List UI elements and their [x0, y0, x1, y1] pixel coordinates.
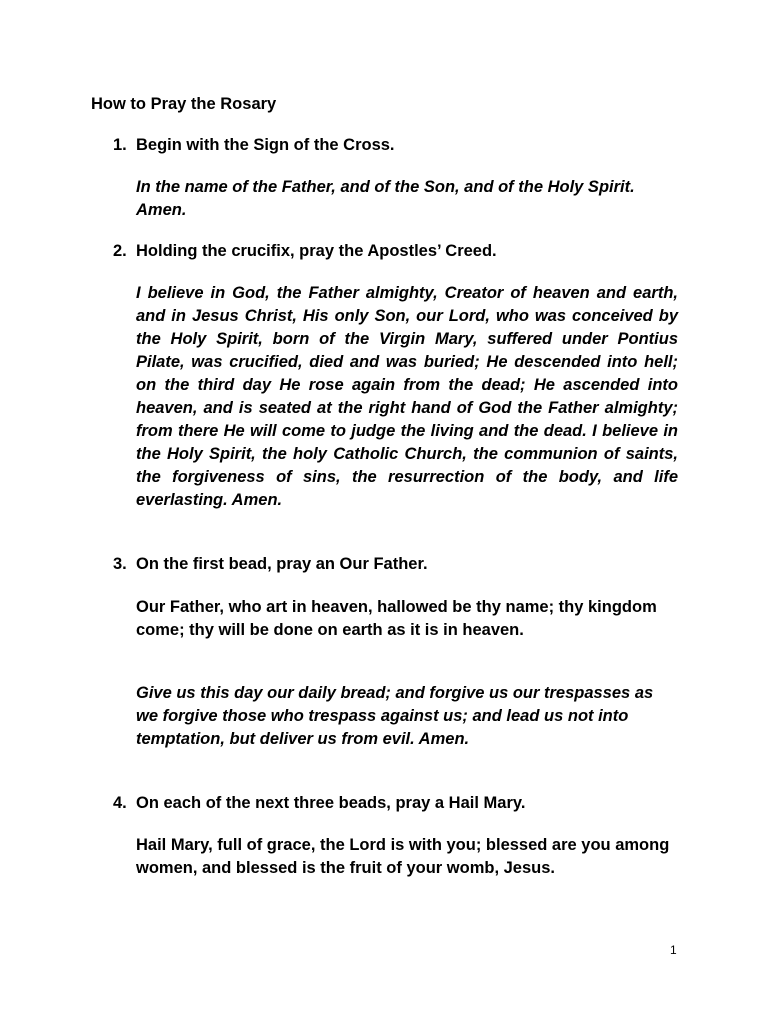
step-4-number: 4.	[113, 794, 127, 812]
step-1-heading	[113, 134, 395, 157]
page-number: 1	[670, 943, 677, 957]
step-1-number: 1.	[113, 136, 127, 154]
step-3-text: On the first bead, pray an Our Father.	[136, 555, 428, 573]
apostles-creed-prayer: I believe in God, the Father almighty, Creator of heaven and earth, and in Jesus Christ, His only Son, our Lord, who was conceived by the Holy Spirit, born of the Virgin Mary, suffered under Pontius Pilate, was crucified, died and was buried; He descended into hell; on the third day He rose again from the dead; He ascended into heaven, and is seated at the right hand of God the Father almighty; from there He will come to judge the living and the dead. I believe in the Holy Spirit, the holy Catholic Church, the communion of saints, the forgiveness of sins, the resurrection of the body, and life everlasting. Amen.	[136, 284, 678, 509]
step-4-heading	[113, 792, 525, 815]
document-title: How to Pray the Rosary	[91, 95, 277, 113]
our-father-prayer-part-2: Give us this day our daily bread; and forgive us our trespasses as we forgive those who trespass against us; and lead us not into temptation, but deliver us from evil. Amen.	[136, 684, 654, 748]
step-1-text: Begin with the Sign of the Cross.	[136, 136, 395, 154]
step-2-text: Holding the crucifix, pray the Apostles’ Creed.	[136, 242, 497, 260]
step-2-heading	[113, 240, 497, 263]
sign-of-cross-prayer: In the name of the Father, and of the Son, and of the Holy Spirit. Amen.	[136, 178, 635, 219]
our-father-prayer-part-1: Our Father, who art in heaven, hallowed be thy name; thy kingdom come; thy will be done on earth as it is in heaven.	[136, 598, 657, 639]
step-2-number: 2.	[113, 242, 127, 260]
step-3-number: 3.	[113, 555, 127, 573]
step-4-text: On each of the next three beads, pray a Hail Mary.	[136, 794, 526, 812]
hail-mary-prayer: Hail Mary, full of grace, the Lord is with you; blessed are you among women, and blessed is the fruit of your womb, Jesus.	[136, 836, 670, 877]
step-3-heading	[113, 553, 428, 576]
